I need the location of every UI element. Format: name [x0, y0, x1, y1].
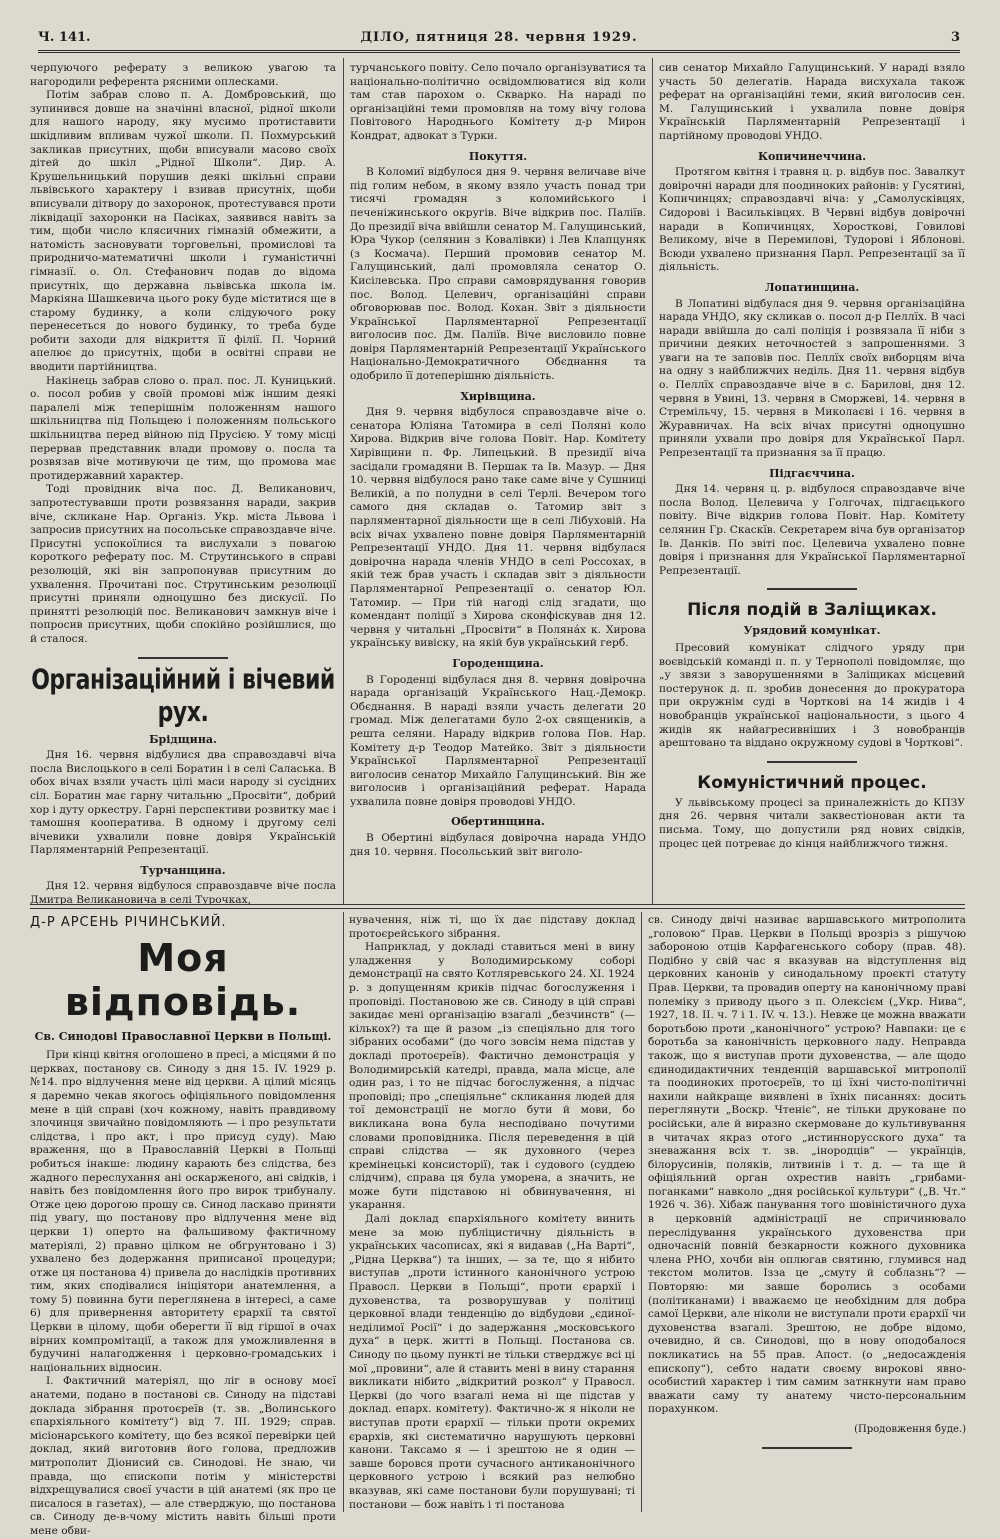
- masthead: ДІЛО, пятниця 28. червня 1929.: [360, 30, 638, 45]
- paragraph: сив сенатор Михайло Галущинський. У нараді взяло участь 50 делегатів. Нарада висхухала також реферат на організаційні теми, який виголосив сен. М. Галущинський і ухвалила повне довіря Українській Парляментарній Репрезентації і партійному проводові УНДО.: [659, 62, 965, 142]
- horizontal-rule: [30, 904, 965, 909]
- subsection-title: Обертинщина.: [451, 815, 545, 829]
- paragraph: При кінці квітня оголошено в пресі, а місцями й по церквах, постанову св. Синоду з дня 15. IV. 1929 р. №14. про відлучення мене від церкви. А цілий місяць я даремно чекав якогось офіціяльного повідомлення мене в цій справі (хоч кожному, навіть правдивому злочинця звичайно повідомляють — і про результати слідства, і про акт, і про присуд суду). Маю враження, що в Православній Церкві в Польщі робиться інакше: людину карають без слідства, без жадного переслухання ані оскарженого, ані свідків, і навіть без повідомлення його про вирок трибуналу. Отже цею дорогою прошу св. Синод ласкаво приняти під увагу, що постанову про відлучення мене від церкви 1) оперто на фальшивому фактичному матеріялі, 2) правно цілком не обгрунтовано і 3) ухвалено без додержання приписаної процедури; отже ця постанова 4) привела до наслідків противних тим, яких сподівалися ініціятори анатемлення, а тому 5) повинна бути переглянена в інтересі, а саме 6) для привернення авторитету єрархії та святої Церкви в цілому, щоби оберегти її від гіршої в очах вірних компромітації, а також для уможливлення в будучині налагодження і церковно-громадських і національних відносин.: [30, 1049, 336, 1374]
- article-headline: Моя відповідь.: [64, 935, 302, 1024]
- divider: [767, 761, 857, 763]
- subsection-title: Городенщина.: [452, 656, 544, 670]
- column-3: [659, 62, 965, 904]
- column-rule: [343, 912, 344, 1512]
- paragraph: Накінець забрав слово о. прал. пос. Л. Куницький. о. посол робив у своїй промові між іншим деякі паралелі між теперішнім положенням нашого шкільництва під Польщею і положенням польського шкільництва перед війною під Прусією. У тому місці перервав представник влади промову о. посла та розвязав віче мотивуючи це тим, що промова має протидержавний характер.: [30, 374, 336, 482]
- paragraph: У львівському процесі за приналежність до КПЗУ дня 26. червня читали заквестіонован акти та письма. Тому, що допустили ряд нових свідків, процес цей потреває до кінця найближчого тижня.: [659, 796, 965, 850]
- subsection-title: Хирівщина.: [460, 389, 536, 403]
- section-title: Після подій в Заліщиках.: [687, 600, 937, 621]
- column-2: [350, 62, 646, 904]
- section-title: Організаційний і вічевий рух.: [31, 664, 335, 728]
- paragraph: В Городенці відбулася дня 8. червня довірочна нарада організацій Українського Нац.-Демокр. Обєднання. В нараді взяли участь делегати 20 громад. Між делегатами було 2-ох священиків, а решта селяни. Нараду відкрив голова Пов. Нар. Комітету д-р Теодор Матейко. Звіт з діяльности Української Парляментарної Репрезентації виголосив сенатор Михайло Галущинський. Він же виголосив і організаційний реферат. Нарада ухвалила повне довіря проводові УНДО.: [350, 673, 646, 808]
- divider: [767, 588, 857, 590]
- subsection-title: Копичинеччина.: [757, 149, 867, 163]
- paragraph: Потім забрав слово п. А. Домбровський, що зупинився довше на значінні власної, рідної школи для нашого народу, яку мусимо протиставити шкідливим впливам чужої школи. П. Похмурський закликав присутних, щоби вписували масово своїх дітей до шкіл „Рідної Школи“. Дир. А. Крушельницький порушив деякі шкільні справи львівського характеру і взивав присутніх, щоби вписували дітвору до захоронок, протестувався проти ліквідації захоронки на Пасіках, заявився навіть за тим, щоби число клясичних гімназій обмежити, а натомість засновувати торговельні, промислові та природничо-математичні школи і гуманістичні гімназії. о. Ол. Стефанович подав до відома присутніх, що державна львівська школа ім. Маркіяна Шашкевича цього року буде міститися ще в старому будинку, а коли слідуючого року перенесеться до нового будинку, то треба буде робити заходи для відкриття її філії. П. Чорний апелює до присутніх, щоби в освітні справи не вводити партійництва.: [30, 89, 336, 374]
- paragraph: черпуючого реферату з великою увагою та нагородили референта рясними оплесками.: [30, 62, 336, 88]
- page-number: 3: [950, 30, 960, 45]
- paragraph: нувачення, ніж ті, що їх дає підставу доклад протоєрейського зібрання.: [349, 914, 635, 940]
- paragraph: Пресовий комунікат слідчого уряду при воєвідській команді п. п. у Тернополі повідомляє, що „у звязи з заворушеннями в Заліщиках місцевий постерунок д. п. зробив донесення до прокуратора при окружнім суді в Чорткові на 14 жидів і 4 новобранців української національности, з цього 4 жидів як найагресивніших і 3 новобранців арештовано та віддано окружному судові в Чорткові“.: [659, 641, 965, 750]
- subsection-title: Урядовий комунікат.: [743, 624, 881, 638]
- paragraph: В Лопатині відбулася дня 9. червня організаційна нарада УНДО, яку скликав о. посол д-р Пеллїх. В часі наради ввійшла до салі поліція і розвязала її ніби з причини деяких неточностей з запрошеннями. З уваги на те заповів пос. Пеллїх своїх виборцям віча на одну з найближчих неділь. Дня 11. червня відбув о. Пеллїх справоздавче віче в с. Барилові, дня 12. червня в Увині, 13. червня в Сморжеві, 14. червня в Стремільчу, 15. червня в Миколаєві і 16. червня в Журавничах. На всіх вічах присутні одноцушно приняли ухвали про довіря для Української Парл. Репрезентації та признання за її працю.: [659, 297, 965, 460]
- article-subheadline: Св. Синодові Православної Церкви в Польщі.: [34, 1029, 332, 1043]
- paragraph: Далі доклад єпархіяльного комітету винить мене за мою публіцистичну діяльність в українських часописах, які я видавав („На Варті“, „Рідна Церква“) та інших, — за те, що я нібито виступав „проти істинного канонічного устрою Правосл. Церкви в Польщі“, проти єрархії і духовенства, та розворушував у політиці церковної влади тенденцію до відбудови „єдиної-неділимої Росії“ і до задержання „московського духа“ в церк. житті в Польщі. Постанова св. Синоду по цьому пункті не тільки стверджує всі ці мої „провини“, але й ставить мені в вину старання викликати нібито „відкритий розкол“ у Правосл. Церкві (до чого взагалі нема ні ще підстав у доклад. епарх. комітету). Фактично-ж я ніколи не виступав проти єрархії — тільки проти окремих єрархів, які систематично нарушують церковні канони. Таксамо я — і зрештою не я один — завше боровся проти сучасного антиканонічного церковного устрою і всякий раз нелюбно вказував, які саме постанови були порушувані; ті постанови — бож навіть і ті постанова: [349, 1213, 635, 1511]
- subsection-title: Підгаєччина.: [769, 466, 855, 480]
- article-column-2: [349, 914, 635, 1514]
- paragraph: В Коломиї відбулося дня 9. червня величаве віче під голим небом, в якому взяло участь понад три тисячі громадян з коломийського і печеніжинського округів. Віче відкрив пос. Паліїв. До президії віча ввійшли сенатор М. Галущинський, Юра Чукор (селянин з Ковалівки) і Лев Клапцуняк (з Космача). Перший промовив сенатор М. Галущинський, далі промовляла сенатор О. Кисілевська. Про справи самоврядування говорив пос. Волод. Целевич, організаційні справи обговорював пос. Волод. Кохан. Звіт з діяльности Української Парляментарної Репрезентації виголосив пос. Дм. Паліїв. Віче висловило повне довіря Парляментарній Репрезентації Українського Національно-Демократичного Обєднання та одобрило її дотеперішню діяльність.: [350, 166, 646, 383]
- paragraph: Наприклад, у докладі ставиться мені в вину уладження у Володимирському соборі демонстрації на свято Котляревського 24. XI. 1924 р. з допущенням криків підчас богослуження і проповіді. Постановою же св. Синоду в цій справі закидає мені організацію взагалі „безчинств“ (— кількох?) та ще й разом „із спеціяльно для того зібраних особами“ (до чого зовсім нема підстав у докладі протоєреїв). Фактично демонстрація у Володимирській катедрі, правда, мала місце, але один раз, і то не підчас богослуження, а підчас проповіді; про „спеціяльне“ скликання людей для тої демонстрації не могло бути й мови, бо викликана вона була несподівано почутими словами проповідника. Після переведення в цій справі слідства — як духовного (через кремінецькі консисторії), так і судового (суддею слідчим), справа ця була уморена, а значить, не може бути підставою ні обвинувачення, ні укарання.: [349, 941, 635, 1212]
- paragraph: І. Фактичний матеріял, що ліг в основу моєї анатеми, подано в постанові св. Синоду на підставі доклада зібрання протоєреїв (т. зв. „Волинського єпархіяльного комітету“) від 7. III. 1929; справ. місіонарського комітету, що без всякої перевірки цей доклад, який виготовив його голова, предложив митрополит Діонисий св. Синодові. Не знаю, чи правда, що єпископи потім у міністерстві відхрещувалися своєї участи в цій анатемі (як про це писалося в газетах), — але стверджую, що постанова св. Синоду де-в-чому містить навіть більші проти мене обви-: [30, 1375, 336, 1537]
- article-column-3: [648, 914, 966, 1514]
- article-column-1: [30, 914, 336, 1537]
- paragraph: В Обертині відбулася довірочна нарада УНДО дня 10. червня. Посольський звіт виголо-: [350, 832, 646, 858]
- subsection-title: Брідщина.: [149, 732, 217, 746]
- column-rule: [343, 58, 344, 904]
- paragraph: Дня 9. червня відбулося справоздавче віче о. сенатора Юліяна Татомира в селі Поляні коло Хирова. Відкрив віче голова Повіт. Нар. Комітету Хирівщини п. Фр. Липецький. В президії віча засідали громадяни В. Першак та Ів. Мазур. — Дня 10. червня відбулося рано таке саме віче у Сушниці Великій, а по полудни в селі Терлі. Вечером того самого дня складав о. Татомир звіт з парляментарної діяльности ще в селі Лібуховій. На всіх вічах ухвалено повне довіря Парляментарній Репрезентації УНДО. Дня 11. червня відбулася довірочна нарада членів УНДО в селі Россохах, в якій теж брав участь і складав звіт з діяльности Парляментарної Репрезентації о. сенатор Юл. Татомир. — При тій нагоді слід згадати, що комендант поліції з Хирова сконфіскував дня 12. червня у читальні „Просвіти“ в Поляна́х к. Хирова українську вивіску, на якій був український герб.: [350, 406, 646, 650]
- issue-number: Ч. 141.: [38, 30, 91, 45]
- page-header: [38, 28, 960, 53]
- subsection-title: Покуття.: [468, 149, 528, 163]
- subsection-title: Лопатинщина.: [764, 280, 860, 294]
- subsection-title: Турчанщина.: [140, 863, 226, 877]
- paragraph: Дня 12. червня відбулося справоздавче віче посла Дмитра Великановича в селі Турочках,: [30, 880, 336, 907]
- divider: [762, 1447, 852, 1449]
- paragraph: Дня 16. червня відбулися два справоздавчі віча посла Вислоцького в селі Боратин і в селі Саласька. В обох вічах взяли участь цілі маси народу зі сусідних сіл. Боратин має гарну читальню „Просвіти“, добрий хор і дуту оркестру. Гарні перспективи розвитку має і тамошня кооператива. В одному і другому селі вічевики ухвалили повне довіря Українській Парляментарній Репрезентації.: [30, 749, 336, 857]
- paragraph: Тоді провідник віча пос. Д. Великанович, запротестувавши проти розвязання наради, закрив віче, скликане Нар. Організ. Укр. міста Львова і запросив присутних на посольське справоздавче віче. Присутні успокоїлися та вислухали з повагою короткого реферату пос. М. Струтинського в справі резолюцій, які він запропонував присутним до ухвалення. Прочитані пос. Струтинським резолюції присутні приняли одноцушно без дискусії. По принятті резолюцій пос. Великанович замкнув віче і попросив присутних, щоби спокійно розійшлися, що й сталося.: [30, 483, 336, 645]
- section-title: Комуністичний процес.: [697, 772, 927, 793]
- paragraph: св. Синоду двічі називає варшавського митрополита „головою“ Прав. Церкви в Польщі врозріз з рішучою забороною отців Карфагенського собору (прав. 48). Подібно у свій час я вказував на відступлення від церковних канонів у синодальному проєкті статуту Прав. Церкви, та провадив оперту на канонічному праві полеміку з приводу цього з п. Олексієм („Укр. Нива“, 1927, 18. II. ч. 7 і 1. IV. ч. 13.). Невже це можна вважати боротьбою проти „канонічного“ устрою? Навпаки: це є боротьба за канонічність церковного ладу. Неправда також, що я виступав проти духовенства, — але щодо єдинодидактичних тенденцій варшавської митрополії та поодиноких протоєреїв, то ці їхні чисто-політичні нахили найкраще виявлені в їхніх писаннях: досить переглянути „Воскр. Чтеніє“, не тільки друковане по російськи, але й виразно скермоване до культивування в читачах якраз отого „истиннорусского духа“ та зневажання всіх т. зв. „інородців“ — українців, білорусинів, поляків, литвинів і т. д. — та ще й офіціяльний орган охрестив навіть „грибами-поганками“ навколо „дня російської культури“ („В. Чт.“ 1926 ч. 36). Хібаж панування того шовіністичного духа в церковній адміністрації не спричинювало переслідування українського духовенства при одночасній повній безкарности кожного духовника члена РНО, хочби він оплюгав святиню, глумився над текстом молитов. Ізза це „смуту й соблазнь“? — Повторяю: ми завше боролись з особами (політиканами) і вважаємо це необхідним для добра самої Церкви, але ніколи не виступали проти єрархії чи духовенства взагалі. Зрештою, не добре відомо, очевидно, й св. Синодові, що в нову оподобалося покликатись на 55 прав. Апост. (о „недосажденія епископу“), себто надати своєму вирокові явно-особистий характер і тим самим затнкнути нам право вважати саму ту анатему чисто-персональним порахунком.: [648, 914, 966, 1416]
- paragraph: Дня 14. червня ц. р. відбулося справоздавче віче посла Волод. Целевича у Голгочах, підгаєцького повіту. Віче відкрив голова Повіт. Нар. Комітету селянин Гр. Скаскїв. Секретарем віча був організатор Ів. Данків. По звіті пос. Целевича ухвалено повне довіря і признання для Української Парляментарної Репрезентації.: [659, 483, 965, 577]
- column-1: [30, 62, 336, 907]
- paragraph: турчанського повіту. Село почало організуватися та національно-політично освідомлюватися від коли там став пароxом о. Скварко. На нараді по організаційні теми промовляв на тому вічу голова Повітового Народнього Комітету д-р Мирон Кондрат, адвокат з Турки.: [350, 62, 646, 142]
- column-rule: [652, 58, 653, 904]
- continuation-note: (Продовження буде.): [854, 1423, 966, 1435]
- article-author: Д-Р АРСЕНЬ РІЧИНСЬКИЙ.: [30, 915, 227, 930]
- paragraph: Протягом квітня і травня ц. р. відбув пос. Завалкут довірочні наради для поодиноких районів: у Гусятині, Копичинцях; справоздавчі віча: у „Самолусківцях, Сидорові і Васильківцях. В Червні відбув довірочні наради в Копичинцях, Хоросткові, Говилові Великому, віче в Перемилові, Тудорові і Яблонові. Всюди ухвалено признання Парл. Репрезентації за її діяльність.: [659, 166, 965, 274]
- column-rule: [641, 912, 642, 1512]
- divider: [138, 657, 228, 659]
